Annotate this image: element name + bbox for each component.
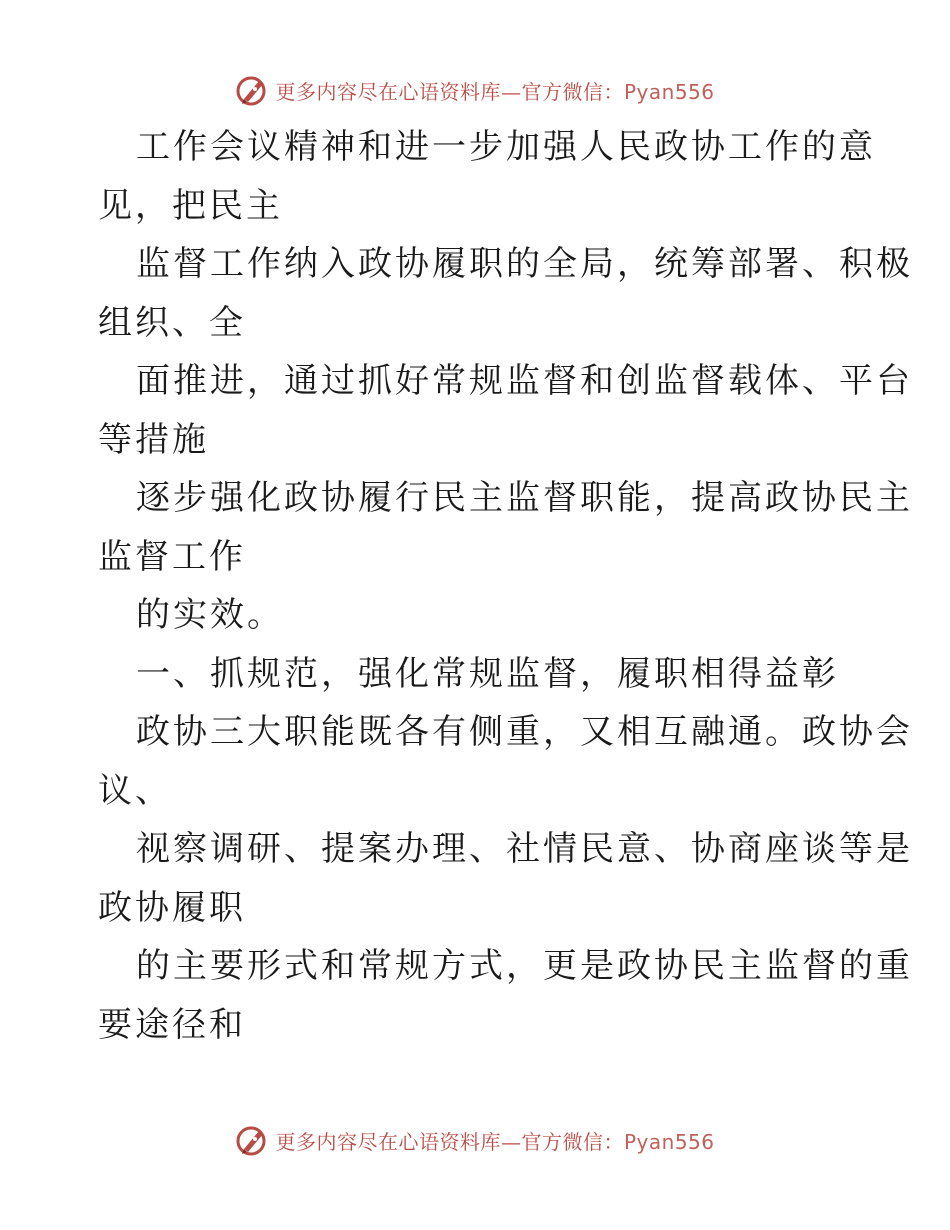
header-banner-text: 更多内容尽在心语资料库—官方微信：Pyan556 — [275, 79, 715, 104]
pen-logo-icon — [235, 73, 269, 107]
text-line: 政协履职 — [98, 887, 246, 928]
text-line: 的主要形式和常规方式，更是政协民主监督的重 — [136, 946, 913, 986]
text-line: 政协三大职能既各有侧重，又相互融通。政协会 — [136, 712, 913, 752]
text-line: 监督工作 — [98, 536, 246, 577]
wechat-handle: Pyan556 — [623, 79, 715, 104]
text-line: 工作会议精神和进一步加强人民政协工作的意 — [136, 127, 876, 167]
text-line: 逐步强化政协履行民主监督职能，提高政协民主 — [136, 478, 913, 518]
footer-banner — [0, 1120, 950, 1160]
wechat-handle: Pyan556 — [623, 1129, 715, 1154]
text-line: 议、 — [98, 770, 172, 811]
text-line: 的实效。 — [136, 595, 284, 635]
text-line: 面推进，通过抓好常规监督和创监督载体、平台 — [136, 361, 913, 401]
text-line: 等措施 — [98, 419, 209, 460]
text-line: 视察调研、提案办理、社情民意、协商座谈等是 — [136, 829, 913, 869]
header-banner — [0, 70, 950, 110]
text-line: 监督工作纳入政协履职的全局，统筹部署、积极 — [136, 244, 913, 284]
text-line: 见，把民主 — [98, 185, 283, 226]
text-line: 一、抓规范，强化常规监督，履职相得益彰 — [136, 653, 839, 694]
text-line: 组织、全 — [98, 302, 246, 343]
text-line: 要途径和 — [98, 1004, 246, 1045]
footer-banner-text: 更多内容尽在心语资料库—官方微信：Pyan556 — [275, 1129, 715, 1154]
pen-logo-icon — [235, 1123, 269, 1157]
document-body — [98, 118, 913, 1054]
